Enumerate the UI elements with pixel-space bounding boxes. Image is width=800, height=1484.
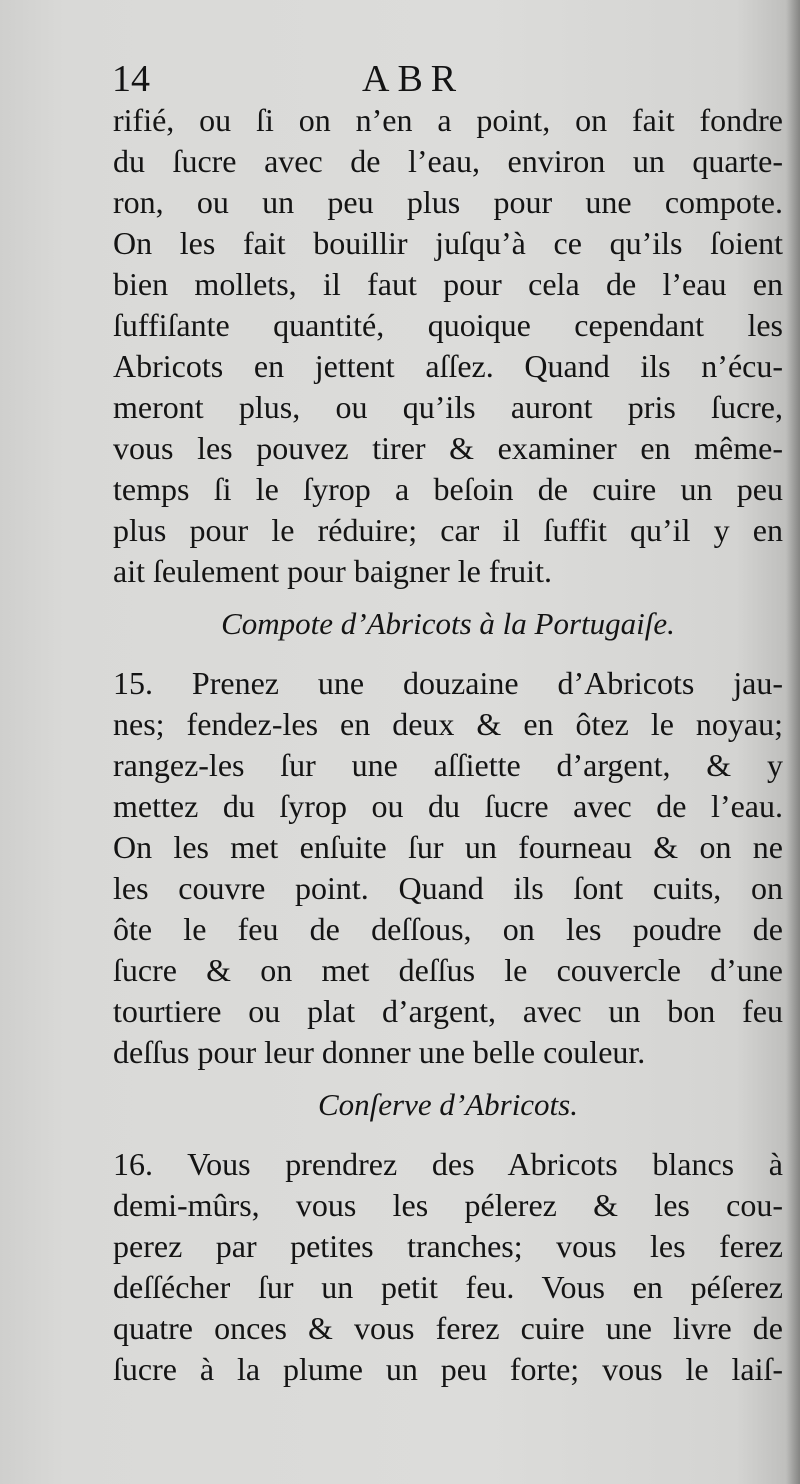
text-line: deſſus pour leur donner une belle couleur. <box>113 1034 646 1070</box>
text-line: les couvre point. Quand ils ſont cuits, on <box>113 870 783 906</box>
paragraph-16 <box>113 1144 783 1390</box>
page-gutter-shadow <box>786 0 800 1484</box>
text-line: quatre onces & vous ferez cuire une livre de <box>113 1310 783 1346</box>
text-line: tourtiere ou plat d’argent, avec un bon feu <box>113 993 783 1029</box>
running-head: ABR <box>362 58 465 100</box>
text-line: rangez-les ſur une aſſiette d’argent, & y <box>113 747 783 783</box>
text-line: ôte le feu de deſſous, on les poudre de <box>113 911 783 947</box>
text-line: perez par petites tranches; vous les ferez <box>113 1228 783 1264</box>
text-line: deſſécher ſur un petit feu. Vous en péſerez <box>113 1269 783 1305</box>
text-line: ſucre à la plume un peu forte; vous le laiſ- <box>113 1351 783 1387</box>
paragraph-continuation <box>113 100 783 592</box>
section-heading-compote: Compote d’Abricots à la Portugaiſe. <box>221 606 675 641</box>
text-line: ſucre & on met deſſus le couvercle d’une <box>113 952 783 988</box>
text-line: Abricots en jettent aſſez. Quand ils n’écu- <box>113 348 783 384</box>
text-line: mettez du ſyrop ou du ſucre avec de l’eau. <box>113 788 783 824</box>
text-line: 15. Prenez une douzaine d’Abricots jau- <box>113 665 783 701</box>
text-line: ſuffiſante quantité, quoique cependant les <box>113 307 783 343</box>
paragraph-15 <box>113 663 783 1073</box>
text-line: nes; fendez-les en deux & en ôtez le noyau; <box>113 706 783 742</box>
section-heading-conserve: Conſerve d’Abricots. <box>317 1087 578 1122</box>
text-line: demi-mûrs, vous les pélerez & les cou- <box>113 1187 783 1223</box>
text-line: vous les pouvez tirer & examiner en même- <box>113 430 783 466</box>
page-number: 14 <box>112 58 150 100</box>
text-line: ron, ou un peu plus pour une compote. <box>113 184 783 220</box>
page-body <box>113 100 783 1390</box>
text-line: On les fait bouillir juſqu’à ce qu’ils ſoient <box>113 225 783 261</box>
text-line: du ſucre avec de l’eau, environ un quarte- <box>113 143 783 179</box>
text-line: temps ſi le ſyrop a beſoin de cuire un peu <box>113 471 783 507</box>
text-line: ait ſeulement pour baigner le fruit. <box>113 553 552 589</box>
text-line: 16. Vous prendrez des Abricots blancs à <box>113 1146 783 1182</box>
text-line: On les met enſuite ſur un fourneau & on ne <box>113 829 783 865</box>
text-line: plus pour le réduire; car il ſuffit qu’il y en <box>113 512 783 548</box>
page-header <box>112 56 782 102</box>
text-line: rifié, ou ſi on n’en a point, on fait fondre <box>113 102 783 138</box>
text-line: meront plus, ou qu’ils auront pris ſucre, <box>113 389 783 425</box>
text-line: bien mollets, il faut pour cela de l’eau en <box>113 266 783 302</box>
